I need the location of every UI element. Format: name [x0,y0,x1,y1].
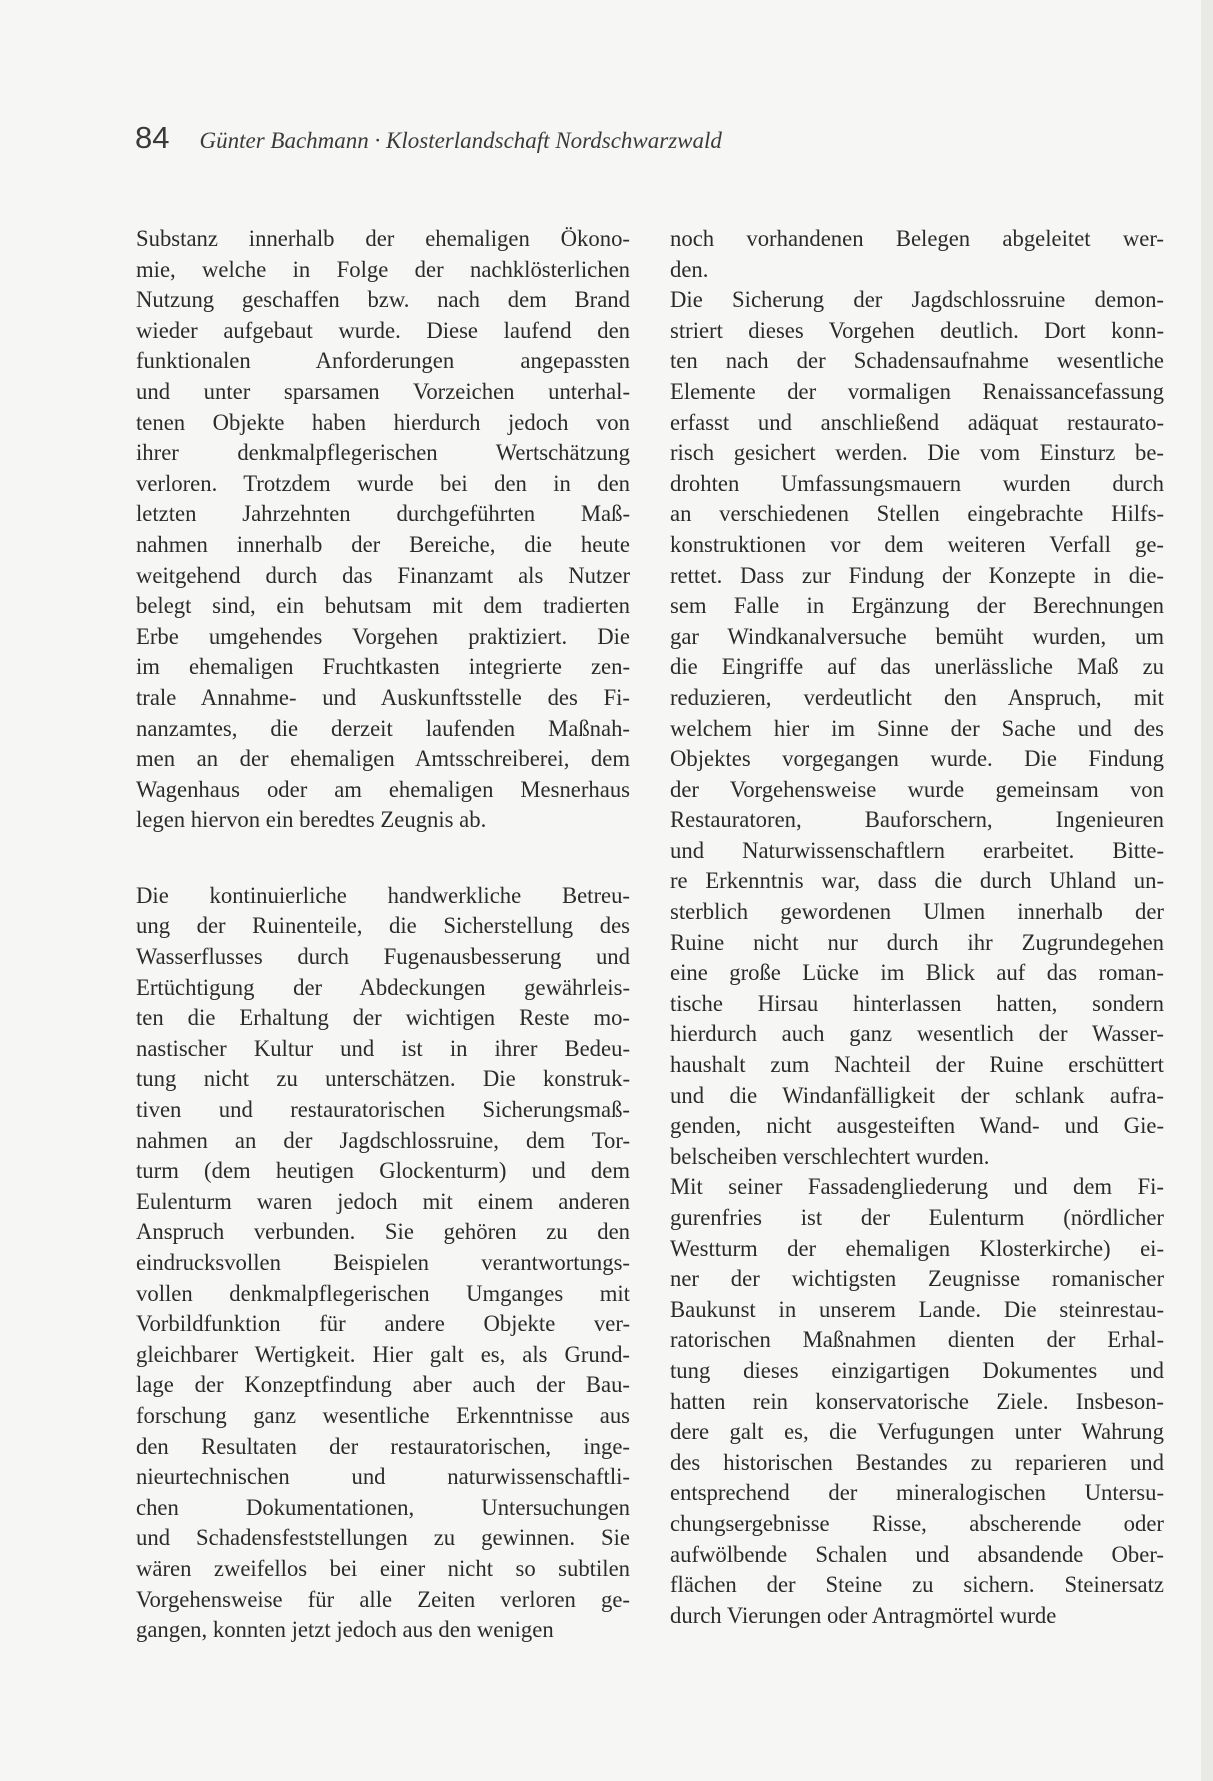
text-line: aufwölbende Schalen und absandende Ober- [670,1541,1164,1567]
text-line: wieder aufgebaut wurde. Diese laufend den [136,317,630,343]
text-line: ihrer denkmalpflegerischen Wertschätzung [136,440,630,466]
text-line: und Schadensfeststellungen zu gewinnen. Sie [136,1525,630,1551]
text-line: gurenfries ist der Eulenturm (nördlicher [670,1205,1164,1230]
paragraph-gap [136,836,630,881]
text-line: durch Vierungen oder Antragmörtel wurde [670,1602,1057,1628]
text-line: forschung ganz wesentliche Erkenntnisse aus [136,1402,630,1428]
text-line: re Erkenntnis war, dass die durch Uhland un- [670,868,1164,894]
text-line: Anspruch verbunden. Sie gehören zu den [136,1219,630,1245]
text-line: tische Hirsau hinterlassen hatten, sondern [670,990,1164,1016]
text-line: Ruine nicht nur durch ihr Zugrundegehen [670,929,1164,955]
text-line: der Vorgehensweise wurde gemeinsam von [670,776,1164,802]
text-line: tenen Objekte haben hierdurch jedoch von [136,409,630,435]
text-line: gangen, konnten jetzt jedoch aus den wenigen [136,1617,554,1643]
text-line: des historischen Bestandes zu reparieren und [670,1449,1164,1475]
text-line: Nutzung geschaffen bzw. nach dem Brand [136,287,630,313]
text-line: gar Windkanalversuche bemüht wurden, um [670,623,1164,649]
text-line: Wagenhaus oder am ehemaligen Mesnerhaus [136,776,630,802]
paragraph [136,881,630,1646]
text-line: Vorgehensweise für alle Zeiten verloren ge- [136,1586,630,1612]
text-line: flächen der Steine zu sichern. Steinersatz [670,1572,1164,1598]
text-line: tung nicht zu unterschätzen. Die konstruk- [136,1066,630,1092]
text-line: Die kontinuierliche handwerkliche Betreu- [136,882,630,908]
text-line: Die Sicherung der Jagdschlossruine demon- [670,287,1164,313]
text-line: mie, welche in Folge der nachklösterlichen [136,256,630,282]
text-line: ratorischen Maßnahmen dienten der Erhal- [670,1327,1164,1353]
text-line: Vorbildfunktion für andere Objekte ver- [136,1311,630,1337]
text-line: Mit seiner Fassadengliederung und dem Fi- [670,1174,1164,1200]
text-line: ten die Erhaltung der wichtigen Reste mo- [136,1005,630,1031]
text-line: erfasst und anschließend adäquat restaurato- [670,409,1164,435]
text-line: Elemente der vormaligen Renaissancefassung [670,378,1164,404]
text-line: drohten Umfassungsmauern wurden durch [670,470,1164,496]
text-line: funktionalen Anforderungen angepassten [136,348,630,374]
text-line: ung der Ruinenteile, die Sicherstellung des [136,913,630,939]
text-line: noch vorhandenen Belegen abgeleitet wer- [670,226,1164,251]
text-line: belegt sind, ein behutsam mit dem tradierten [136,593,630,619]
text-line: turm (dem heutigen Glockenturm) und dem [136,1158,630,1184]
text-line: rettet. Dass zur Findung der Konzepte in die- [670,562,1164,588]
text-line: Westturm der ehemaligen Klosterkirche) ei- [670,1235,1164,1261]
text-line: welchem hier im Sinne der Sache und des [670,715,1164,741]
text-line: legen hiervon ein beredtes Zeugnis ab. [136,807,487,833]
paragraph [670,285,1164,1172]
text-line: weitgehend durch das Finanzamt als Nutzer [136,562,630,588]
text-line: trale Annahme- und Auskunftsstelle des Fi- [136,684,630,710]
text-line: men an der ehemaligen Amtsschreiberei, dem [136,746,630,772]
text-line: hatten rein konservatorische Ziele. Insbeson- [670,1388,1164,1414]
text-line: nahmen innerhalb der Bereiche, die heute [136,531,630,557]
text-line: letzten Jahrzehnten durchgeführten Maß- [136,501,630,527]
text-line: eine große Lücke im Blick auf das roman- [670,960,1164,986]
text-line: chen Dokumentationen, Untersuchungen [136,1494,630,1520]
text-line: nanzamtes, die derzeit laufenden Maßnah- [136,715,630,741]
text-line: lage der Konzeptfindung aber auch der Bau- [136,1372,630,1398]
text-line: reduzieren, verdeutlicht den Anspruch, mit [670,684,1164,710]
text-line: Baukunst in unserem Lande. Die steinrestau- [670,1296,1164,1322]
right-column [670,224,1164,1631]
text-line: tiven und restauratorischen Sicherungsmaß- [136,1097,630,1123]
text-line: vollen denkmalpflegerischen Umganges mit [136,1280,630,1306]
text-line: den. [670,256,709,282]
paragraph [670,224,1164,285]
running-head: Günter Bachmann · Klosterlandschaft Nordschwarzwald [199,128,722,153]
text-line: verloren. Trotzdem wurde bei den in den [136,470,630,496]
left-column [136,224,630,1646]
text-line: hierdurch auch ganz wesentlich der Wasser- [670,1021,1164,1047]
text-line: die Eingriffe auf das unerlässliche Maß zu [670,654,1164,680]
text-line: nieurtechnischen und naturwissenschaftli- [136,1464,630,1490]
text-line: sem Falle in Ergänzung der Berechnungen [670,593,1164,619]
text-line: chungsergebnisse Risse, abscherende oder [670,1510,1164,1536]
text-line: striert dieses Vorgehen deutlich. Dort konn- [670,317,1164,343]
text-line: risch gesichert werden. Die vom Einsturz be- [670,440,1164,466]
text-line: und unter sparsamen Vorzeichen unterhal- [136,378,630,404]
text-line: nastischer Kultur und ist in ihrer Bedeu- [136,1035,630,1061]
text-line: ner der wichtigsten Zeugnisse romanischer [670,1266,1164,1292]
text-line: Ertüchtigung der Abdeckungen gewährleis- [136,974,630,1000]
text-line: Eulenturm waren jedoch mit einem anderen [136,1188,630,1214]
text-line: dere galt es, die Verfugungen unter Wahrung [670,1419,1164,1445]
text-line: und Naturwissenschaftlern erarbeitet. Bitte- [670,837,1164,863]
text-line: sterblich gewordenen Ulmen innerhalb der [670,899,1164,925]
text-line: an verschiedenen Stellen eingebrachte Hilfs- [670,501,1164,527]
text-line: wären zweifellos bei einer nicht so subtilen [136,1555,630,1581]
text-line: eindrucksvollen Beispielen verantwortungs- [136,1250,630,1275]
text-line: Wasserflusses durch Fugenausbesserung und [136,944,630,970]
text-line: haushalt zum Nachteil der Ruine erschüttert [670,1052,1164,1078]
text-line: den Resultaten der restauratorischen, inge- [136,1433,630,1459]
text-line: belscheiben verschlechtert wurden. [670,1143,990,1169]
paragraph [136,224,630,836]
text-line: entsprechend der mineralogischen Untersu- [670,1480,1164,1506]
text-line: ten nach der Schadensaufnahme wesentliche [670,348,1164,374]
text-line: Erbe umgehendes Vorgehen praktiziert. Die [136,623,630,649]
paragraph [670,1172,1164,1631]
text-line: tung dieses einzigartigen Dokumentes und [670,1357,1164,1383]
text-line: gleichbarer Wertigkeit. Hier galt es, als Grund- [136,1341,630,1367]
text-line: und die Windanfälligkeit der schlank aufra- [670,1082,1164,1108]
text-line: Objektes vorgegangen wurde. Die Findung [670,746,1164,772]
text-line: Substanz innerhalb der ehemaligen Ökono- [136,226,630,251]
text-line: konstruktionen vor dem weiteren Verfall ge- [670,531,1164,557]
page-header [135,120,1035,156]
text-line: genden, nicht ausgesteiften Wand- und Gie- [670,1113,1164,1139]
page-edge [1201,0,1213,1781]
text-line: nahmen an der Jagdschlossruine, dem Tor- [136,1127,630,1153]
page-number: 84 [135,120,170,155]
text-line: im ehemaligen Fruchtkasten integrierte zen- [136,654,630,680]
text-line: Restauratoren, Bauforschern, Ingenieuren [670,807,1164,833]
